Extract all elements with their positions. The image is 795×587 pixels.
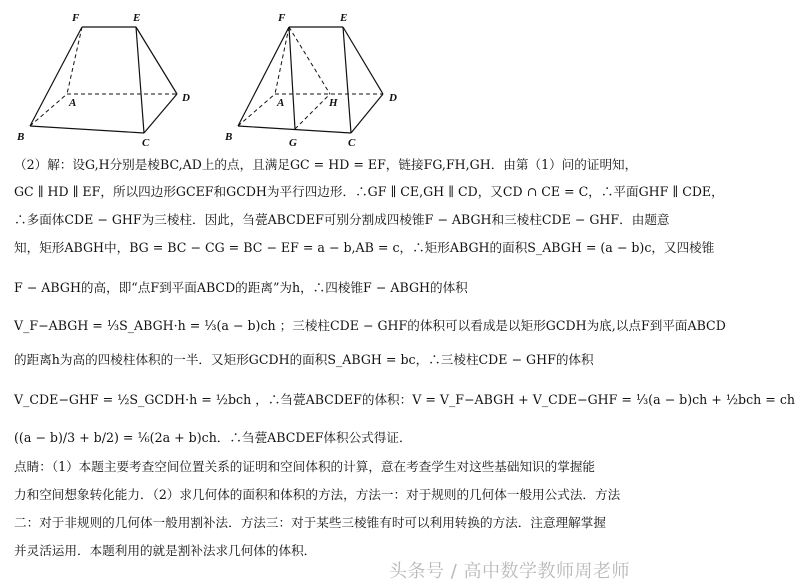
label-D: D (182, 92, 190, 104)
solution-line-1: （2）解：设G,H分别是棱BC,AD上的点，且满足GC = HD = EF，链接FG,FH,GH．由第（1）问的证明知， (14, 157, 638, 172)
label-B: B (17, 131, 25, 143)
label-H: H (329, 97, 338, 109)
remark-line-3: 二：对于非规则的几何体一般用割补法．方法三：对于某些三棱锥有时可以利用转换的方法．注意理解掌握 (14, 515, 606, 530)
label-F: F (278, 12, 286, 24)
solution-line-3: ∴多面体CDE − GHF为三棱柱．因此，刍甍ABCDEF可别分割成四棱锥F − ABGH和三棱柱CDE − GHF．由题意 (14, 212, 670, 227)
figures (0, 0, 640, 152)
remark-line-1: 点睛：（1）本题主要考查空间位置关系的证明和空间体积的计算，意在考查学生对这些基础知识的掌握能 (14, 459, 596, 474)
solution-line-2: GC ∥ HD ∥ EF，所以四边形GCEF和GCDH为平行四边形．∴GF ∥ CE,GH ∥ CD，又CD ∩ CE = C，∴平面GHF ∥ CDE， (14, 184, 724, 199)
label-G: G (289, 137, 297, 149)
label-E: E (133, 12, 141, 24)
figure-2-polyhedron (218, 0, 498, 152)
solution-line-9: ((a − b)/3 + b/2) = ⅙(2a + b)ch．∴刍甍ABCDEF体积公式得证． (14, 430, 412, 445)
watermark: 头条号 / 高中数学教师周老师 (388, 561, 630, 582)
label-D: D (389, 92, 397, 104)
remark-line-4: 并灵活运用．本题利用的就是割补法求几何体的体积． (14, 543, 317, 558)
label-A: A (277, 97, 285, 109)
solution-line-5: F − ABGH的高，即“点F到平面ABCD的距离”为h，∴四棱锥F − ABGH的体积 (14, 280, 468, 295)
remark-line-2: 力和空间想象转化能力．（2）求几何体的面积和体积的方法，方法一：对于规则的几何体一般用公式法．方法 (14, 487, 621, 502)
solution-line-8: V_CDE−GHF = ½S_GCDH·h = ½bch ，∴刍甍ABCDEF的体积：V = V_F−ABGH + V_CDE−GHF = ⅓(a − b)ch + ½bch = ch (14, 392, 795, 407)
label-C: C (348, 137, 356, 149)
solution-line-4: 知，矩形ABGH中，BG = BC − CG = BC − EF = a − b,AB = c，∴矩形ABGH的面积S_ABGH = (a − b)c，又四棱锥 (14, 240, 715, 255)
label-A: A (69, 97, 77, 109)
solution-line-6: V_F−ABGH = ⅓S_ABGH·h = ⅓(a − b)ch ；三棱柱CDE − GHF的体积可以看成是以矩形GCDH为底,以点F到平面ABCD (14, 318, 726, 333)
label-C: C (142, 137, 150, 149)
label-F: F (72, 12, 80, 24)
label-E: E (340, 12, 348, 24)
solution-line-7: 的距离h为高的四棱柱体积的一半．又矩形GCDH的面积S_ABGH = bc，∴三棱柱CDE − GHF的体积 (14, 352, 594, 367)
label-B: B (225, 131, 233, 143)
